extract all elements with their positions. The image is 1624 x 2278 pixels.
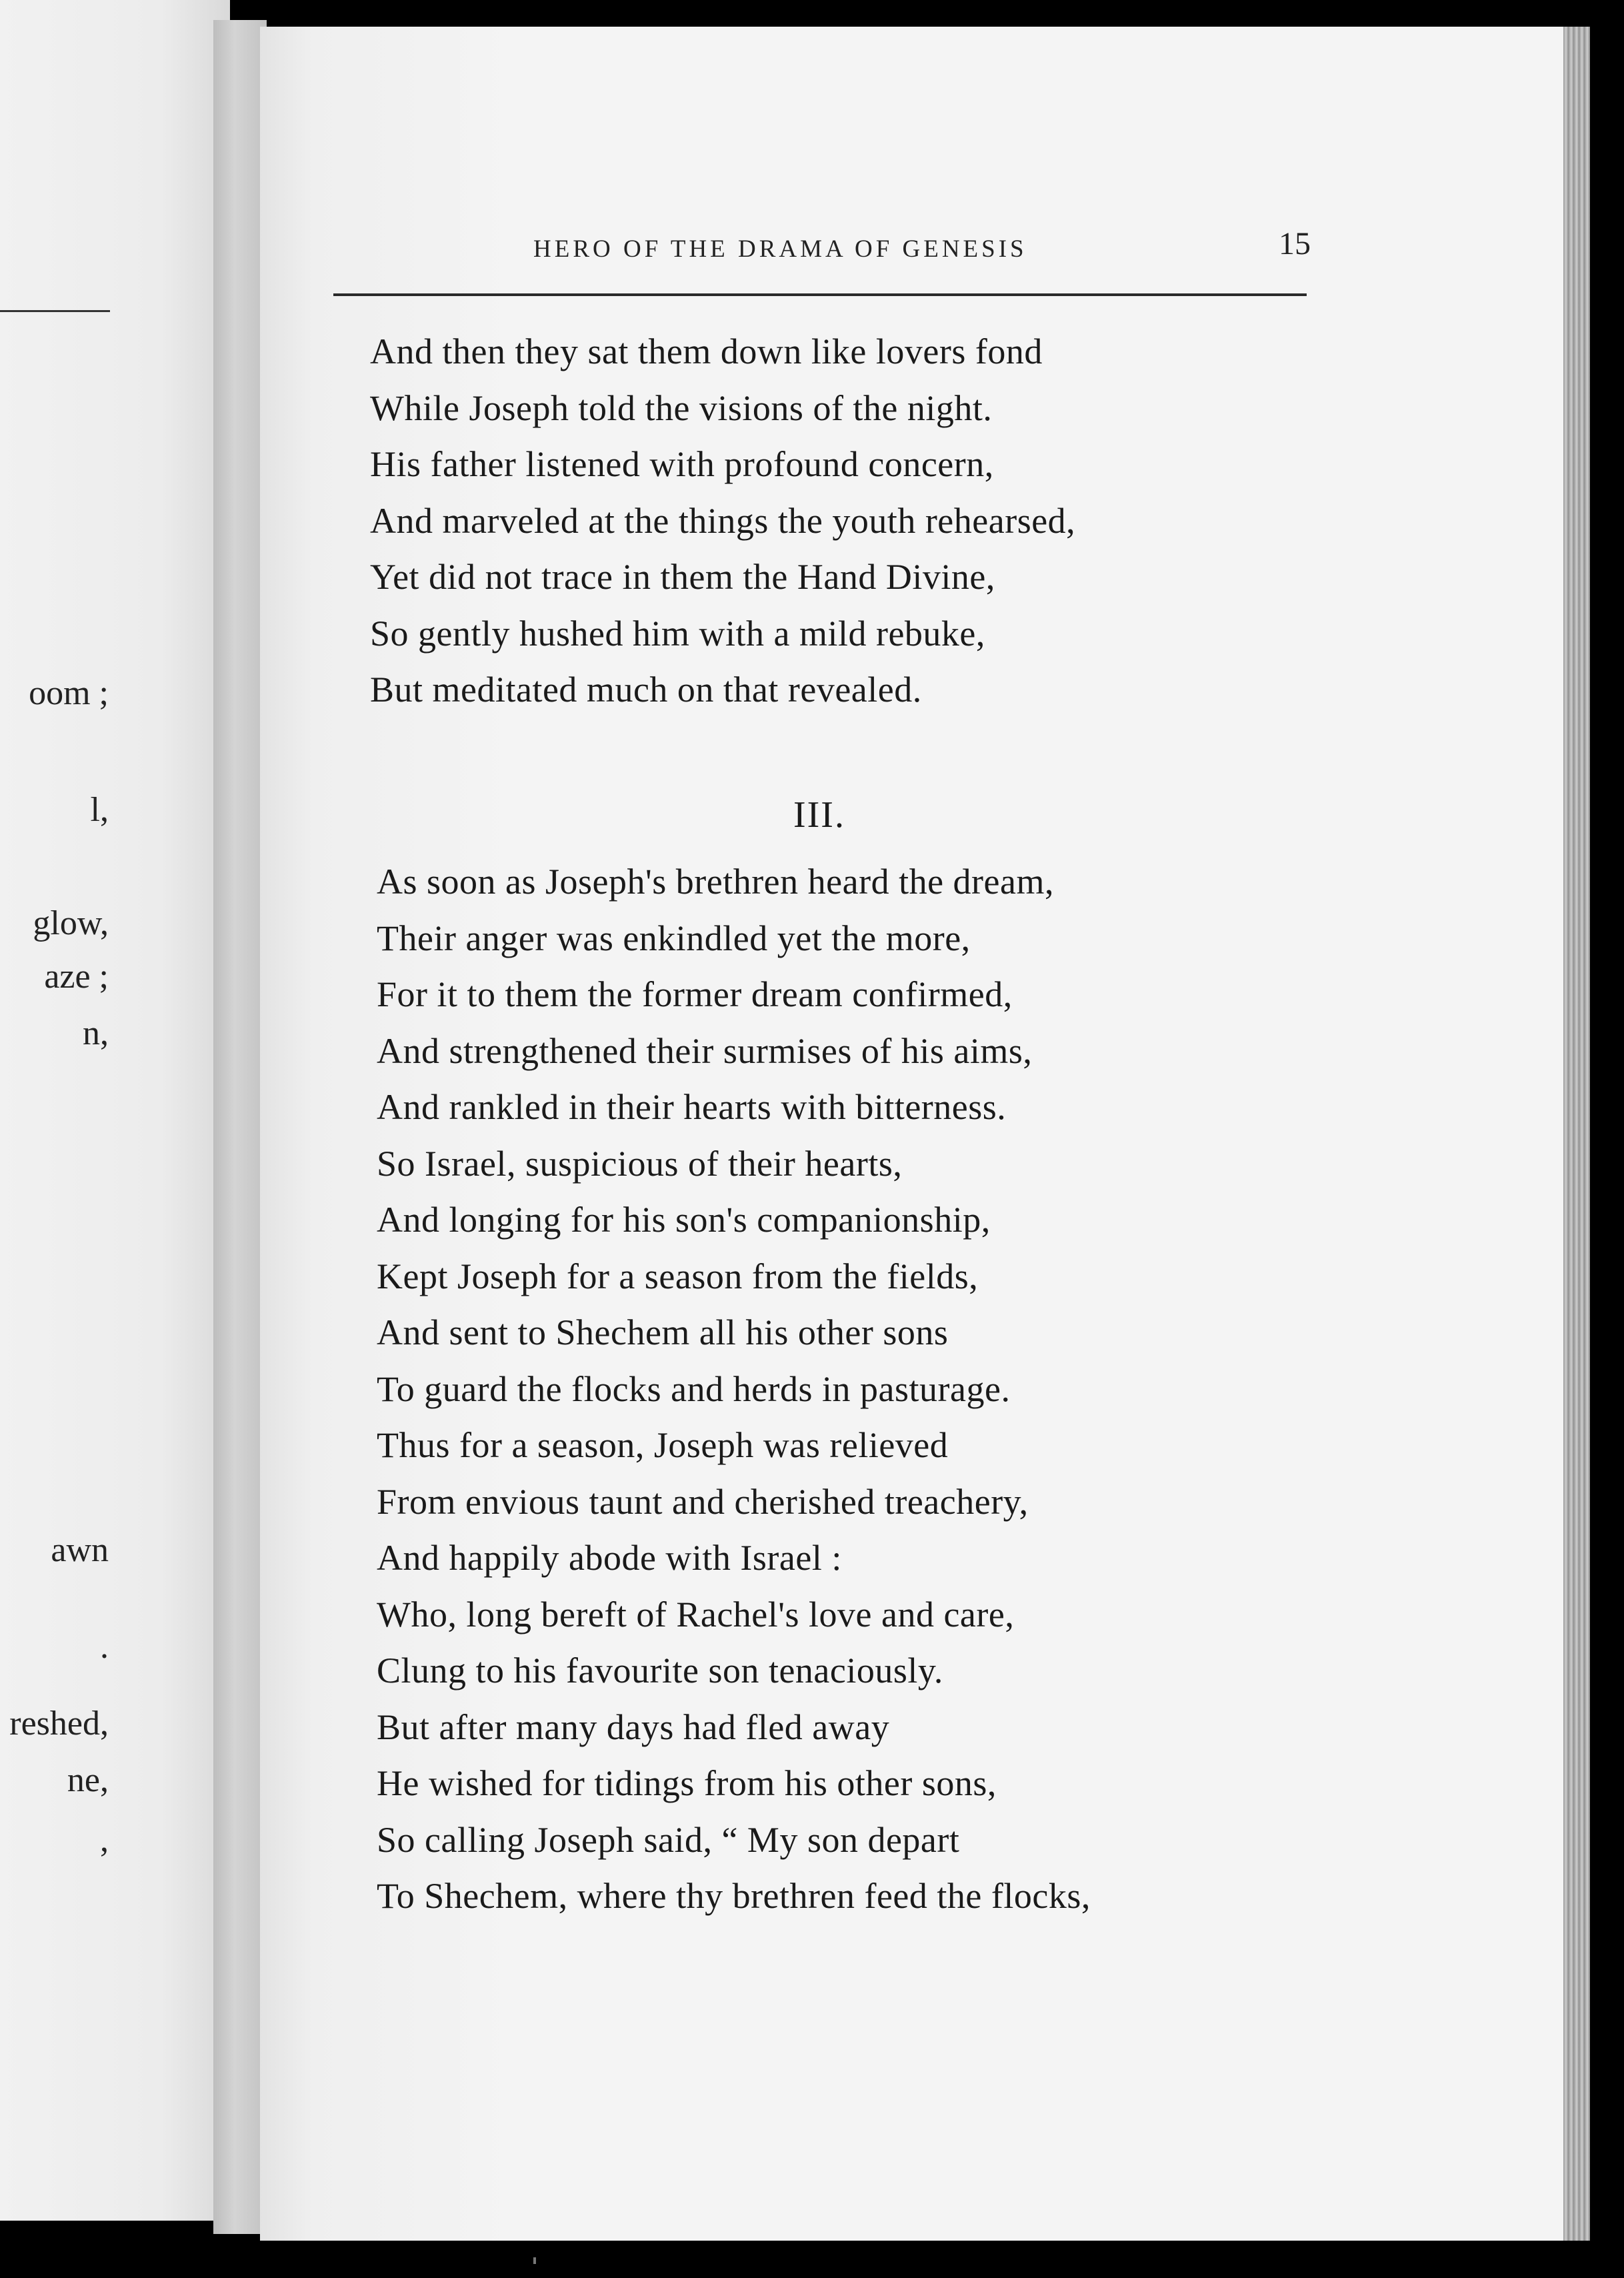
verse-line: So gently hushed him with a mild rebuke,: [370, 613, 985, 654]
stanza-2: [377, 854, 1091, 1925]
verse-line: From envious taunt and cherished treachery,: [377, 1481, 1029, 1522]
verse-line: To guard the flocks and herds in pasturage.: [377, 1368, 1011, 1409]
section-heading: III.: [793, 794, 845, 836]
page-number: 15: [1279, 226, 1311, 261]
verse-line: But after many days had fled away: [377, 1706, 890, 1747]
verse-line: So calling Joseph said, “ My son depart: [377, 1819, 960, 1860]
verse-line: As soon as Joseph's brethren heard the dream,: [377, 862, 1054, 902]
verse-line: Yet did not trace in them the Hand Divine,: [370, 557, 995, 597]
verse-line: And sent to Shechem all his other sons: [377, 1312, 949, 1352]
left-page-fragment: .: [100, 1628, 109, 1666]
verse-line: But meditated much on that revealed.: [370, 670, 922, 710]
verse-line: And longing for his son's companionship,: [377, 1200, 991, 1240]
left-page-fragment: l,: [90, 791, 109, 829]
verse-line: He wished for tidings from his other sons,: [377, 1763, 997, 1803]
verse-line: And happily abode with Israel :: [377, 1538, 842, 1578]
verse-line: Kept Joseph for a season from the fields,: [377, 1256, 979, 1296]
verse-line: Thus for a season, Joseph was relieved: [377, 1425, 949, 1465]
verse-line: And strengthened their surmises of his aims,: [377, 1030, 1033, 1071]
left-page-fragment: aze ;: [44, 958, 109, 996]
page-edges: [1563, 27, 1590, 2241]
left-page-fragment: ,: [100, 1821, 109, 1859]
verse-line: And then they sat them down like lovers fond: [370, 331, 1043, 371]
verse-line: His father listened with profound concern,: [370, 444, 994, 484]
book-gutter: [213, 20, 267, 2234]
verse-line: And rankled in their hearts with bitterness.: [377, 1087, 1007, 1127]
left-page-fragment: awn: [51, 1531, 109, 1569]
left-page-fragment: glow,: [33, 904, 109, 942]
running-head: HERO OF THE DRAMA OF GENESIS: [533, 235, 1027, 263]
left-page-fragment: oom ;: [29, 674, 109, 712]
header-rule: [333, 293, 1307, 296]
verse-line: Their anger was enkindled yet the more,: [377, 918, 971, 958]
left-page-fragment: reshed,: [9, 1704, 109, 1743]
left-page-fragment: ne,: [67, 1761, 109, 1799]
verse-line: For it to them the former dream confirmed,: [377, 974, 1013, 1014]
verse-line: Who, long bereft of Rachel's love and care,: [377, 1594, 1015, 1634]
verse-line: So Israel, suspicious of their hearts,: [377, 1143, 903, 1184]
stanza-1: [370, 323, 1075, 718]
left-page: [0, 0, 230, 2221]
left-page-rule: [0, 310, 110, 312]
verse-line: Clung to his favourite son tenaciously.: [377, 1650, 943, 1690]
verse-line: And marveled at the things the youth rehearsed,: [370, 500, 1076, 541]
scan-mark: [533, 2257, 536, 2264]
left-page-fragment: n,: [83, 1014, 109, 1052]
verse-line: While Joseph told the visions of the night.: [370, 387, 993, 428]
verse-line: To Shechem, where thy brethren feed the flocks,: [377, 1876, 1091, 1916]
